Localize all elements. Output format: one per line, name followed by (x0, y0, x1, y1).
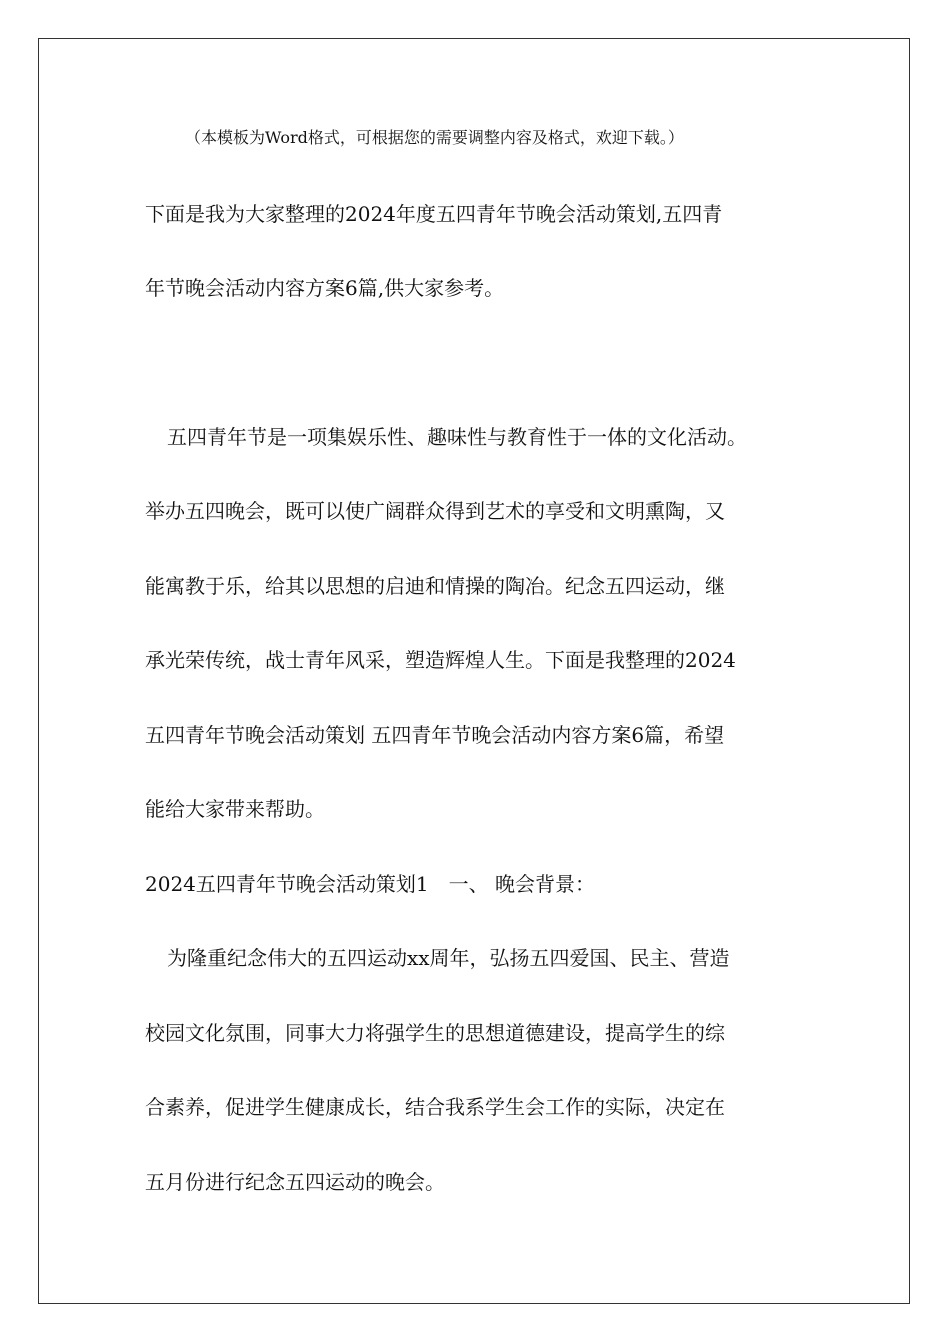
section-heading: 2024五四青年节晚会活动策划1 一、 晚会背景： (145, 872, 595, 896)
paragraph1-line-3: 能寓教于乐，给其以思想的启迪和情操的陶冶。纪念五四运动，继 (145, 574, 725, 598)
paragraph1-line-6: 能给大家带来帮助。 (145, 797, 325, 821)
paragraph1-line-5: 五四青年节晚会活动策划 五四青年节晚会活动内容方案6篇，希望 (145, 723, 725, 747)
template-note: （本模板为Word格式，可根据您的需要调整内容及格式，欢迎下载。） (185, 128, 684, 147)
paragraph1-line-1: 五四青年节是一项集娱乐性、趣味性与教育性于一体的文化活动。 (167, 425, 747, 449)
paragraph2-line-1: 为隆重纪念伟大的五四运动xx周年，弘扬五四爱国、民主、营造 (167, 946, 730, 970)
intro-line-2: 年节晚会活动内容方案6篇,供大家参考。 (145, 276, 505, 300)
paragraph1-line-2: 举办五四晚会，既可以使广阔群众得到艺术的享受和文明熏陶，又 (145, 499, 725, 523)
paragraph2-line-4: 五月份进行纪念五四运动的晚会。 (145, 1170, 445, 1194)
intro-line-1: 下面是我为大家整理的2024年度五四青年节晚会活动策划,五四青 (145, 202, 723, 226)
paragraph2-line-3: 合素养，促进学生健康成长，结合我系学生会工作的实际，决定在 (145, 1095, 725, 1119)
paragraph1-line-4: 承光荣传统，战士青年风采，塑造辉煌人生。下面是我整理的2024 (145, 648, 736, 672)
paragraph2-line-2: 校园文化氛围，同事大力将强学生的思想道德建设，提高学生的综 (145, 1021, 725, 1045)
